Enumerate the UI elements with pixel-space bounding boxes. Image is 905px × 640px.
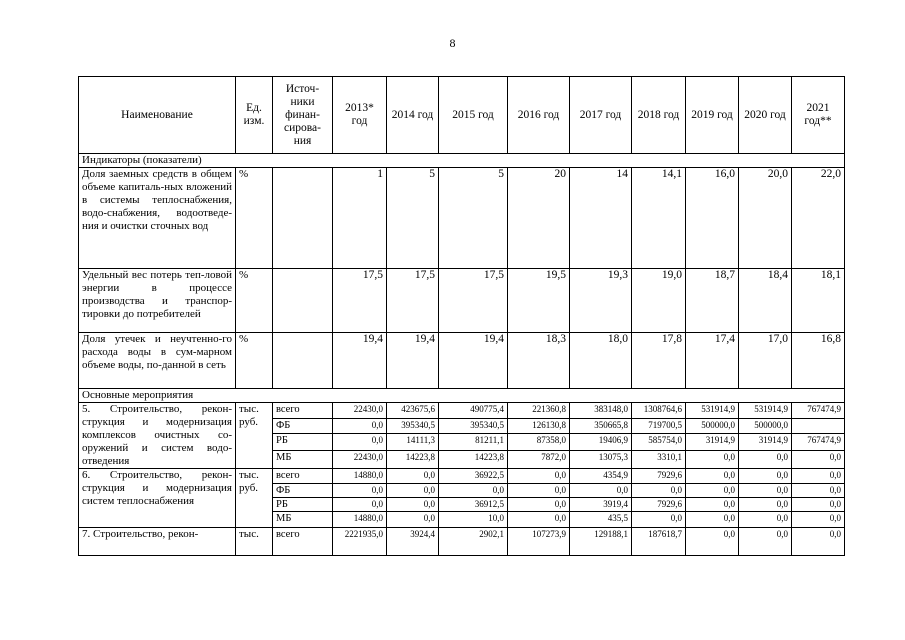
activity-value: 0,0 <box>739 450 792 468</box>
activity-value: 0,0 <box>686 528 739 556</box>
activity-value: 500000,0 <box>739 419 792 434</box>
activity-value: 0,0 <box>792 469 845 484</box>
activity-value: 3310,1 <box>632 450 686 468</box>
activity-value: 36912,5 <box>439 498 508 512</box>
activity-value: 767474,9 <box>792 403 845 419</box>
activity-value: 14223,8 <box>439 450 508 468</box>
activity-unit: тыс. <box>236 528 273 556</box>
section-activities-label: Основные мероприятия <box>79 389 845 403</box>
activity-value: 14880,0 <box>333 512 387 528</box>
activity-value: 31914,9 <box>686 434 739 450</box>
activity-value: 129188,1 <box>570 528 632 556</box>
activity-row <box>79 403 845 419</box>
activity-value: 36922,5 <box>439 469 508 484</box>
indicator-value: 17,5 <box>333 269 387 333</box>
activity-value: 19406,9 <box>570 434 632 450</box>
section-indicators <box>79 154 845 168</box>
activity-row <box>79 469 845 484</box>
section-indicators-label: Индикаторы (показатели) <box>79 154 845 168</box>
activity-value: 0,0 <box>387 512 439 528</box>
activity-value: 7872,0 <box>508 450 570 468</box>
indicator-row <box>79 269 845 333</box>
header-year: 2014 год <box>387 77 439 154</box>
indicator-row <box>79 333 845 389</box>
activity-source: ФБ <box>273 419 333 434</box>
activity-value: 0,0 <box>686 512 739 528</box>
header-year: 2019 год <box>686 77 739 154</box>
indicator-value: 17,5 <box>439 269 508 333</box>
activity-value: 0,0 <box>792 498 845 512</box>
activity-value: 2221935,0 <box>333 528 387 556</box>
indicator-unit: % <box>236 269 273 333</box>
activity-source: МБ <box>273 512 333 528</box>
indicator-value: 14 <box>570 168 632 269</box>
activity-value: 4354,9 <box>570 469 632 484</box>
activity-value: 81211,1 <box>439 434 508 450</box>
indicator-value: 16,0 <box>686 168 739 269</box>
activity-value: 500000,0 <box>686 419 739 434</box>
header-year: 2021 год** <box>792 77 845 154</box>
activity-value: 490775,4 <box>439 403 508 419</box>
indicator-value: 18,0 <box>570 333 632 389</box>
activity-name: 7. Строительство, рекон- <box>79 528 236 556</box>
indicator-value: 18,4 <box>739 269 792 333</box>
activity-source: ФБ <box>273 484 333 498</box>
activity-value: 0,0 <box>387 498 439 512</box>
activity-value: 0,0 <box>686 484 739 498</box>
activity-source: РБ <box>273 434 333 450</box>
indicator-value: 5 <box>387 168 439 269</box>
activity-value <box>792 419 845 434</box>
activity-value: 107273,9 <box>508 528 570 556</box>
indicator-unit: % <box>236 333 273 389</box>
activity-value: 0,0 <box>739 484 792 498</box>
activity-unit: тыс. руб. <box>236 403 273 469</box>
activity-value: 0,0 <box>686 498 739 512</box>
activity-value: 395340,5 <box>387 419 439 434</box>
activity-value: 531914,9 <box>739 403 792 419</box>
activity-name: 5. Строительство, рекон-струкция и модернизация комплексов очистных со-оружений и систем водо-отведения <box>79 403 236 469</box>
activity-value: 0,0 <box>792 484 845 498</box>
activity-value: 0,0 <box>792 528 845 556</box>
section-activities <box>79 389 845 403</box>
indicator-value: 19,3 <box>570 269 632 333</box>
activity-value: 0,0 <box>792 450 845 468</box>
activity-value: 383148,0 <box>570 403 632 419</box>
header-year: 2013* год <box>333 77 387 154</box>
activity-value: 13075,3 <box>570 450 632 468</box>
indicator-value: 19,5 <box>508 269 570 333</box>
indicator-value: 18,1 <box>792 269 845 333</box>
activity-source: РБ <box>273 498 333 512</box>
activity-value: 0,0 <box>387 469 439 484</box>
indicator-name: Доля утечек и неучтенно-го расхода воды в сум-марном объеме воды, по-данной в сеть <box>79 333 236 389</box>
activity-value: 0,0 <box>739 528 792 556</box>
activity-value: 0,0 <box>686 450 739 468</box>
header-source: Источ-ники финан-сирова-ния <box>273 77 333 154</box>
header-row <box>79 77 845 154</box>
activity-value: 395340,5 <box>439 419 508 434</box>
indicator-value: 1 <box>333 168 387 269</box>
activity-value: 719700,5 <box>632 419 686 434</box>
activity-value: 423675,6 <box>387 403 439 419</box>
activity-name: 6. Строительство, рекон-струкция и модернизация систем теплоснабжения <box>79 469 236 528</box>
activity-value: 7929,6 <box>632 469 686 484</box>
indicator-value: 19,4 <box>439 333 508 389</box>
header-year: 2015 год <box>439 77 508 154</box>
activity-value: 0,0 <box>333 484 387 498</box>
activity-value: 14111,3 <box>387 434 439 450</box>
activity-value: 767474,9 <box>792 434 845 450</box>
activity-value: 0,0 <box>333 434 387 450</box>
indicator-value: 17,0 <box>739 333 792 389</box>
activity-value: 10,0 <box>439 512 508 528</box>
activity-value: 435,5 <box>570 512 632 528</box>
indicator-value: 5 <box>439 168 508 269</box>
activity-value: 0,0 <box>387 484 439 498</box>
activity-value: 0,0 <box>439 484 508 498</box>
indicator-value: 18,3 <box>508 333 570 389</box>
activity-value: 87358,0 <box>508 434 570 450</box>
indicator-value: 17,8 <box>632 333 686 389</box>
page-number: 8 <box>449 36 456 50</box>
indicator-value: 22,0 <box>792 168 845 269</box>
indicator-source <box>273 269 333 333</box>
activity-source: МБ <box>273 450 333 468</box>
activity-unit: тыс. руб. <box>236 469 273 528</box>
indicator-value: 16,8 <box>792 333 845 389</box>
indicator-source <box>273 333 333 389</box>
header-year: 2020 год <box>739 77 792 154</box>
activity-value: 7929,6 <box>632 498 686 512</box>
indicator-value: 18,7 <box>686 269 739 333</box>
activity-value: 0,0 <box>632 484 686 498</box>
activity-value: 0,0 <box>508 469 570 484</box>
indicator-source <box>273 168 333 269</box>
activity-value: 0,0 <box>632 512 686 528</box>
header-year: 2018 год <box>632 77 686 154</box>
activity-value: 0,0 <box>333 498 387 512</box>
indicator-value: 20,0 <box>739 168 792 269</box>
activity-value: 221360,8 <box>508 403 570 419</box>
indicator-value: 17,4 <box>686 333 739 389</box>
activity-value: 531914,9 <box>686 403 739 419</box>
activity-value: 0,0 <box>686 469 739 484</box>
activity-value: 2902,1 <box>439 528 508 556</box>
activity-value: 0,0 <box>508 484 570 498</box>
indicator-value: 14,1 <box>632 168 686 269</box>
activity-source: всего <box>273 528 333 556</box>
activity-value: 0,0 <box>739 469 792 484</box>
indicator-row <box>79 168 845 269</box>
activity-source: всего <box>273 403 333 419</box>
activity-value: 14223,8 <box>387 450 439 468</box>
activity-value: 3919,4 <box>570 498 632 512</box>
activity-value: 14880,0 <box>333 469 387 484</box>
indicator-value: 19,0 <box>632 269 686 333</box>
header-year: 2016 год <box>508 77 570 154</box>
header-name: Наименование <box>79 77 236 154</box>
indicator-value: 20 <box>508 168 570 269</box>
activity-value: 22430,0 <box>333 450 387 468</box>
activity-value: 0,0 <box>739 512 792 528</box>
activity-value: 0,0 <box>333 419 387 434</box>
indicator-value: 17,5 <box>387 269 439 333</box>
header-unit: Ед. изм. <box>236 77 273 154</box>
header-year: 2017 год <box>570 77 632 154</box>
indicator-unit: % <box>236 168 273 269</box>
activity-value: 0,0 <box>508 512 570 528</box>
activity-value: 31914,9 <box>739 434 792 450</box>
activity-value: 585754,0 <box>632 434 686 450</box>
indicator-value: 19,4 <box>387 333 439 389</box>
activity-value: 1308764,6 <box>632 403 686 419</box>
activity-value: 22430,0 <box>333 403 387 419</box>
activity-value: 187618,7 <box>632 528 686 556</box>
indicator-name: Доля заемных средств в общем объеме капиталь-ных вложений в системы теплоснабжения, водо-снабжения, водоотведе-ния и очистки сточных вод <box>79 168 236 269</box>
program-indicators-table <box>78 76 845 556</box>
indicator-value: 19,4 <box>333 333 387 389</box>
activity-value: 0,0 <box>792 512 845 528</box>
activity-value: 0,0 <box>508 498 570 512</box>
activity-value: 3924,4 <box>387 528 439 556</box>
activity-value: 0,0 <box>739 498 792 512</box>
activity-value: 0,0 <box>570 484 632 498</box>
activity-value: 350665,8 <box>570 419 632 434</box>
activity-row <box>79 528 845 556</box>
activity-source: всего <box>273 469 333 484</box>
indicator-name: Удельный вес потерь теп-ловой энергии в процессе производства и транспор-тировки до потребителей <box>79 269 236 333</box>
activity-value: 126130,8 <box>508 419 570 434</box>
